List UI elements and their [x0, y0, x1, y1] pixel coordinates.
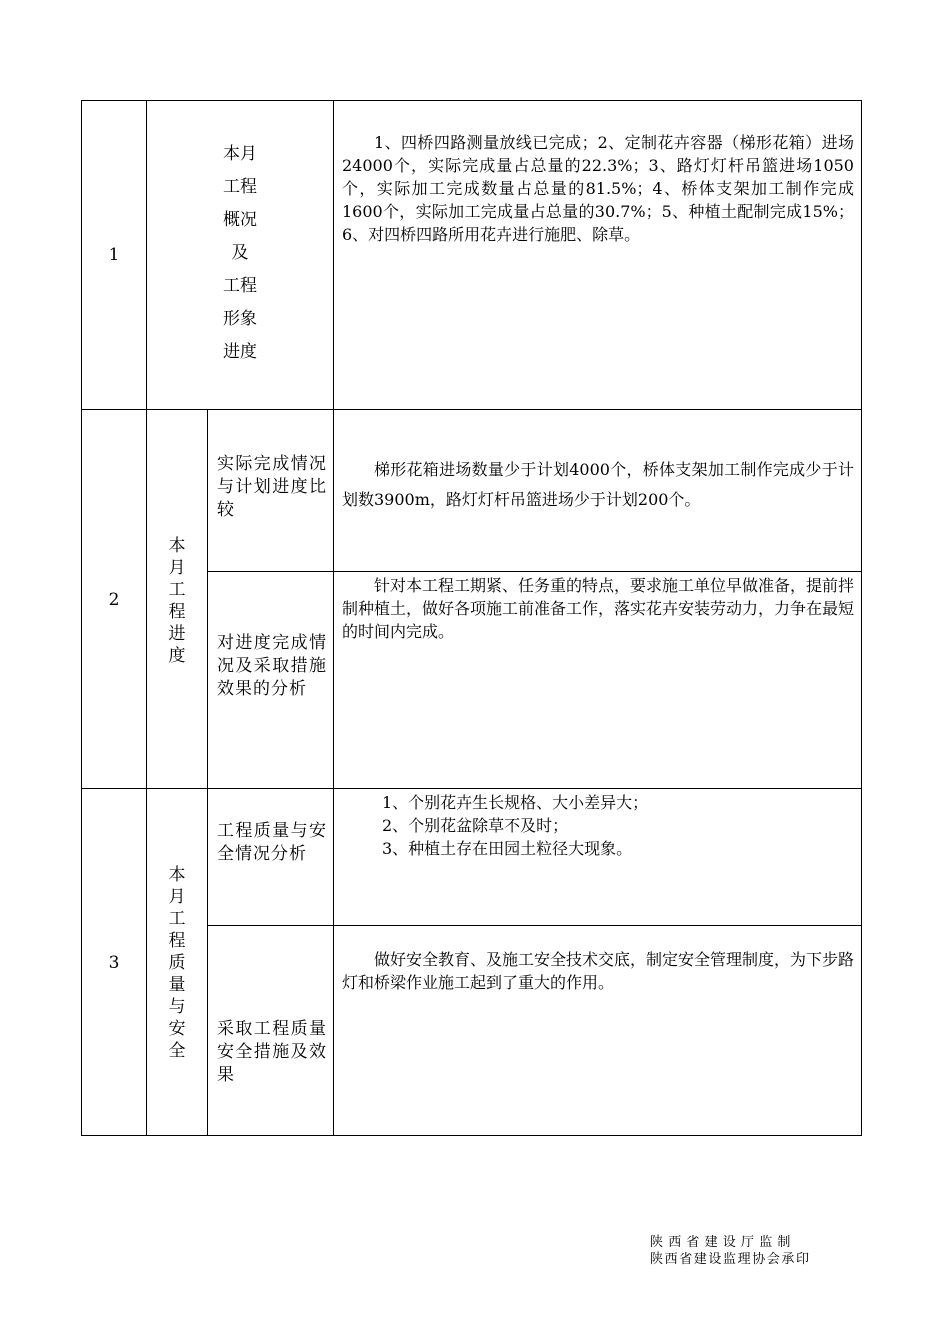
row-divider-2-3 — [81, 788, 862, 789]
title-line: 及 — [231, 243, 249, 263]
subrow-content: 做好安全教育、及施工安全技术交底，制定安全管理制度，为下步路灯和桥梁作业施工起到了重大的作用。 — [342, 950, 855, 992]
row-number: 2 — [108, 590, 120, 610]
subrow-items — [334, 791, 854, 860]
subrow-content-text: 梯形花箱进场数量少于计划4000个，桥体支架加工制作完成少于计划数3900m，路灯灯杆吊篮进场少于计划200个。 — [342, 460, 854, 509]
subrow-label: 采取工程质量安全措施及效果 — [217, 1019, 327, 1085]
list-item: 3、种植土存在田园土粒径大现象。 — [382, 839, 633, 858]
title-line: 工程 — [223, 177, 257, 197]
title-line: 进度 — [223, 342, 257, 362]
subrow-divider-3 — [207, 925, 862, 926]
title-line: 形象 — [223, 309, 257, 329]
row-number: 1 — [108, 245, 120, 265]
footer-imprint — [650, 1234, 870, 1268]
subrow-label: 实际完成情况与计划进度比较 — [217, 454, 327, 520]
subrow-label: 对进度完成情况及采取措施效果的分析 — [217, 633, 327, 699]
list-item: 1、个别花卉生长规格、大小差异大； — [382, 793, 649, 812]
subrow-content: 针对本工程工期紧、任务重的特点，要求施工单位早做准备，提前拌制种植土，做好各项施工前准备工作，落实花卉安装劳动力，力争在最短的时间内完成。 — [342, 576, 855, 641]
table-border-top — [81, 100, 862, 101]
row-title — [147, 138, 333, 369]
title-line: 本月 — [223, 144, 257, 164]
footer-line-2: 陕西省建设监理协会承印 — [650, 1252, 811, 1267]
row-number: 3 — [108, 953, 120, 973]
table-divider-subtitle — [207, 410, 208, 1136]
list-item: 2、个别花盆除草不及时； — [382, 816, 569, 835]
row-content: 1、四桥四路测量放线已完成；2、定制花卉容器（梯形花箱）进场24000个，实际完成量占总量的22.3%；3、路灯灯杆吊篮进场1050个，实际加工完成数量占总量的81.5%；4、桥体支架加工制作完成1600个，实际加工完成量占总量的30.7%；5、种植土配制完成15%；6、对四桥四路所用花卉进行施肥、除草。 — [342, 133, 854, 244]
subrow-label: 工程质量与安全情况分析 — [217, 821, 327, 864]
title-line: 概况 — [223, 210, 257, 230]
table-divider-content — [333, 100, 334, 1136]
table-border-bottom — [81, 1135, 862, 1136]
subrow-divider-2 — [207, 571, 862, 572]
table-border-right — [861, 100, 862, 1136]
row-title: 本月工程质量与安全 — [168, 865, 186, 1061]
title-line: 工程 — [223, 276, 257, 296]
subrow-content — [342, 455, 854, 515]
footer-line-1: 陕西省建设厅监制 — [650, 1235, 796, 1250]
row-divider-1-2 — [81, 409, 862, 410]
row-title: 本月工程进度 — [168, 536, 186, 666]
